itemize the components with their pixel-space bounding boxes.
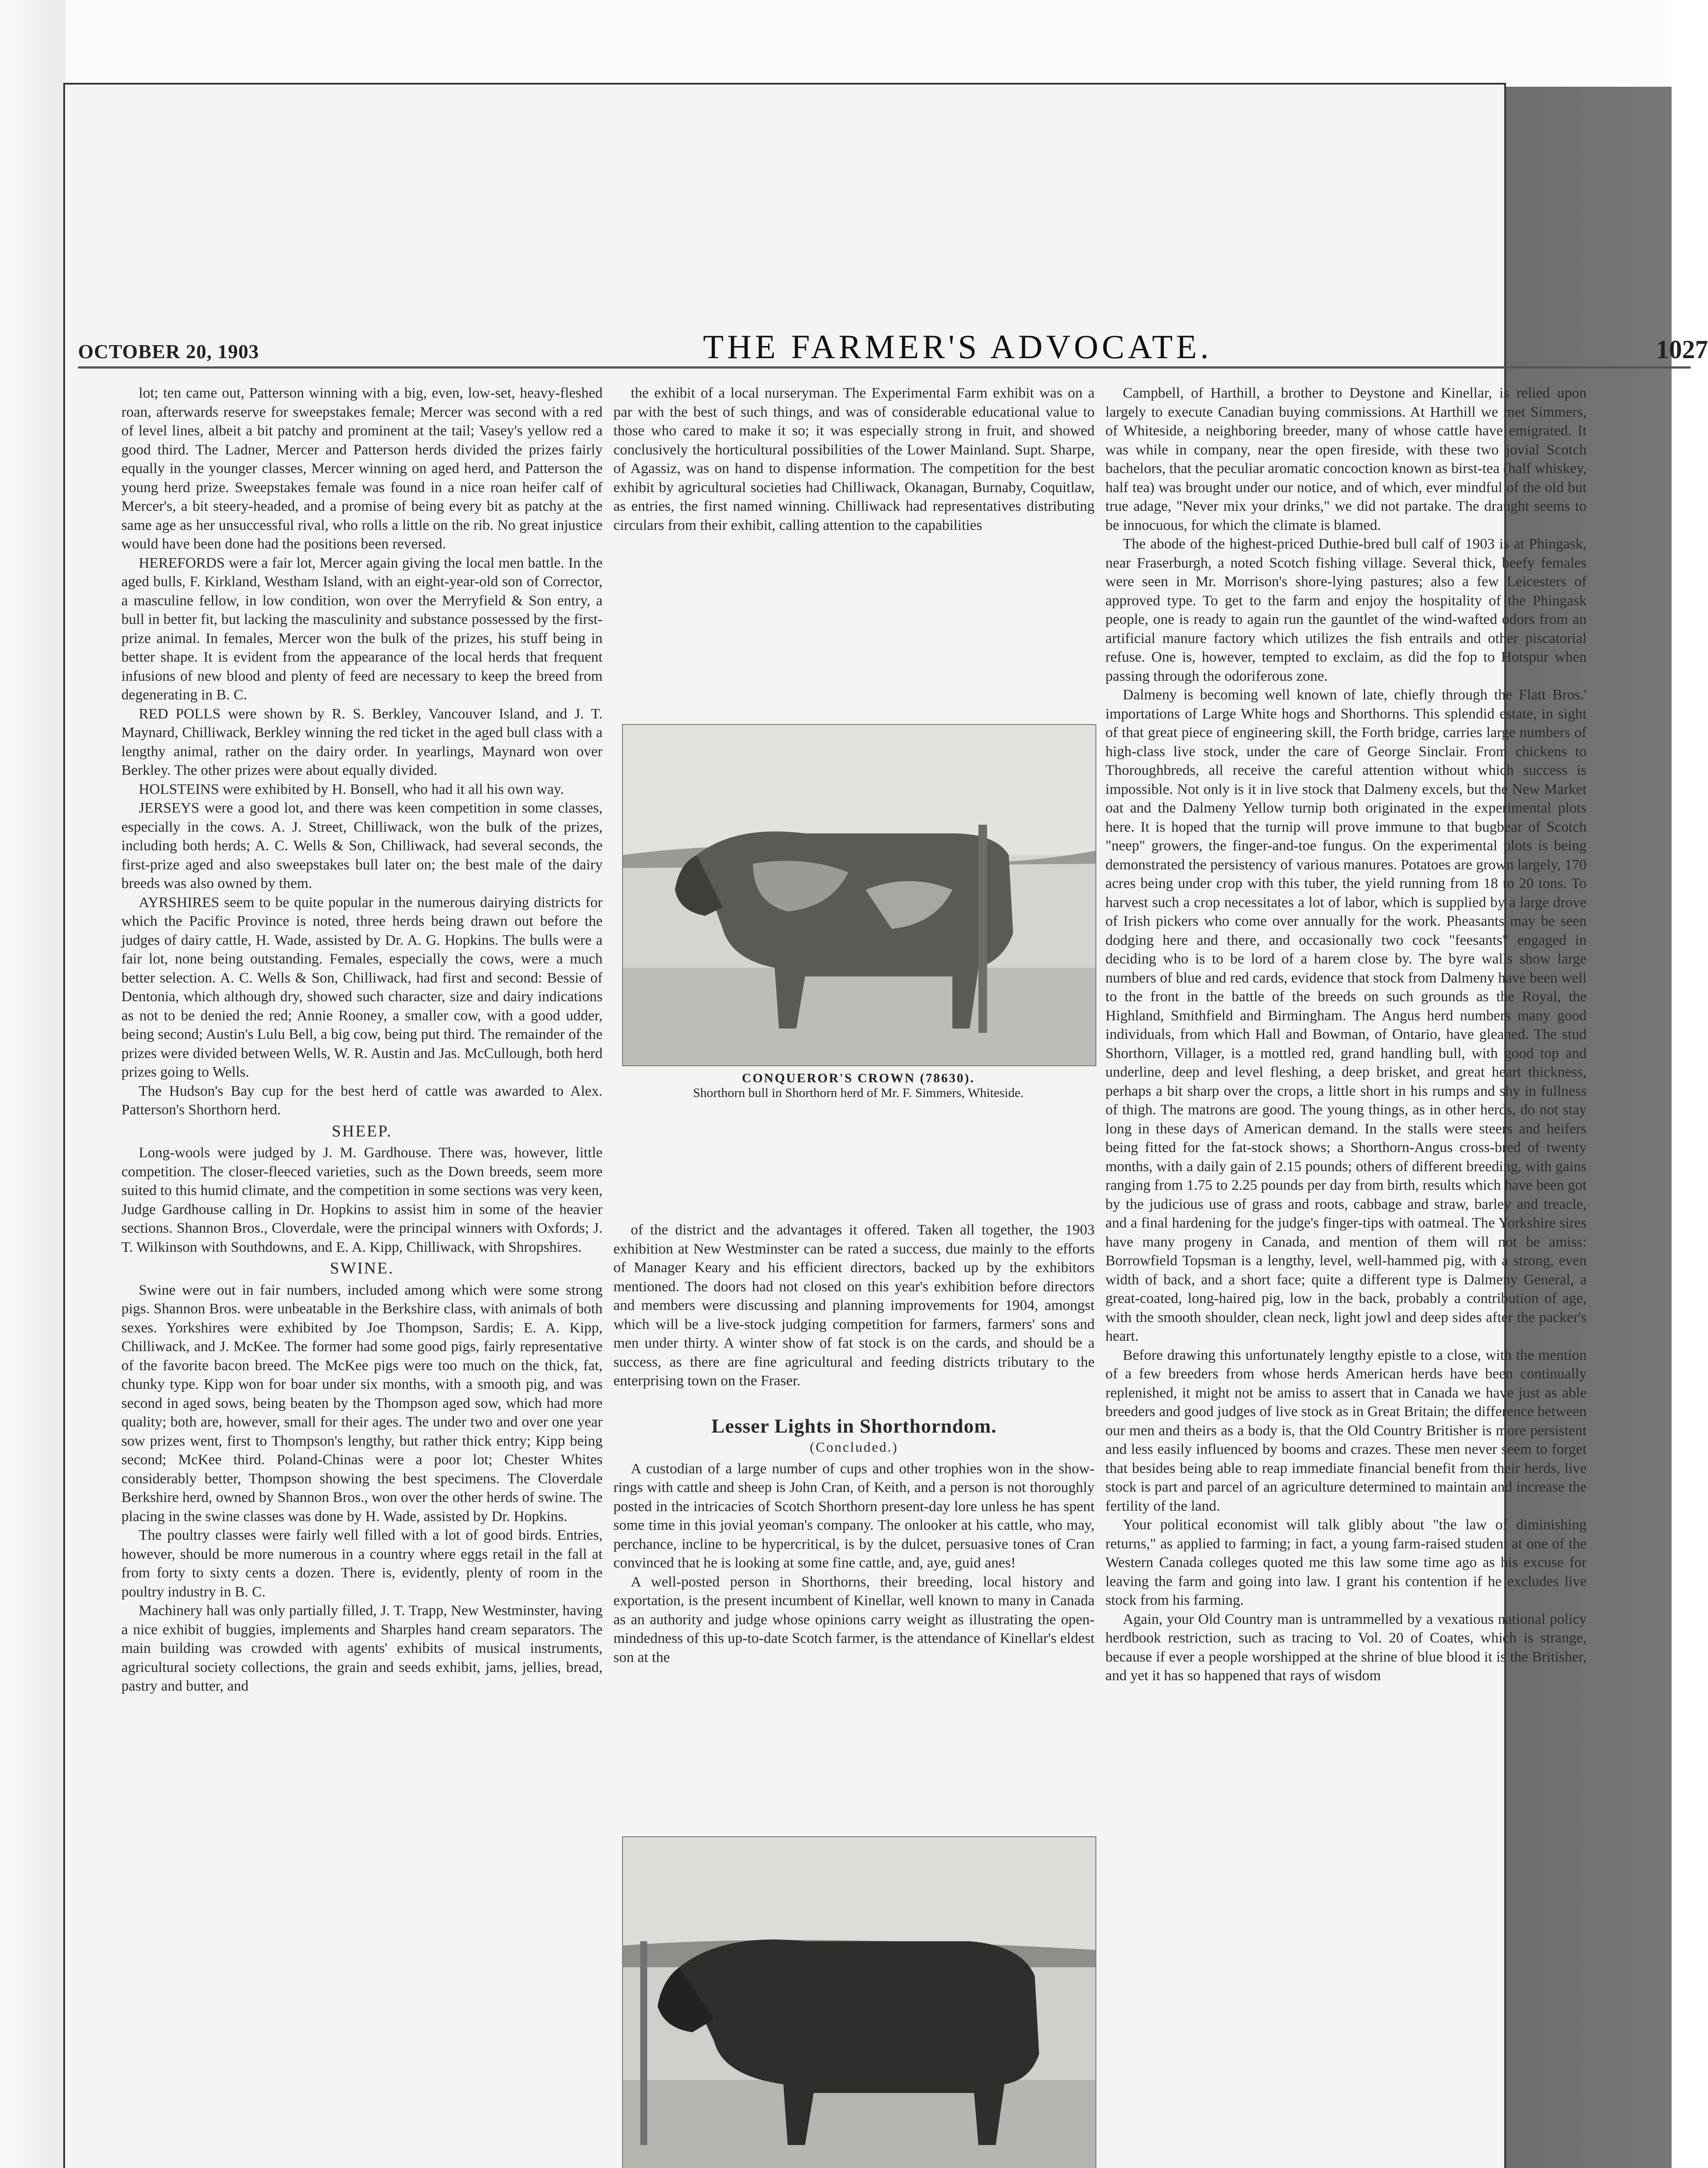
article-title: Lesser Lights in Shorthorndom.	[711, 1414, 997, 1437]
paragraph: Machinery hall was only partially filled, J. T. Trapp, New Westminster, having a nice exhibit of buggies, implements and Sharples hand cream separators. The main building was crowded with agents' exhibits of musical instruments, agricultural society collections, the grain and seeds exhibit, jams, jellies, bread, pastry and butter, and	[121, 1603, 603, 1694]
scan-top-margin	[0, 0, 1672, 87]
article-subtitle: (Concluded.)	[810, 1439, 898, 1455]
paragraph: lot; ten came out, Patterson winning with a big, even, low-set, heavy-fleshed roan, afterwards reserve for sweepstakes female; Mercer was second with a red of level lines, albeit a bit patchy and prominent at the tail; Vasey's yellow red a good third. The Ladner, Mercer and Patterson herds divided the prizes fairly equally in the younger classes, Mercer winning on aged herd, and Patterson the young herd prize. Sweepstakes female was found in a nice roan heifer calf of Mercer's, a bit steery-headed, and a promise of being every bit as patchy at the same age as her unsuccessful rival, who rolls a little on the rib. No great injustice would have been done had the positions been reversed.	[121, 385, 603, 552]
paragraph: Swine were out in fair numbers, included among which were some strong pigs. Shannon Bros. were unbeatable in the Berkshire class, with animals of both sexes. Yorkshires were exhibited by Joe Thompson, Sardis; E. A. Kipp, Chilliwack, and J. McKee. The former had some good pigs, fairly representative of the favorite bacon breed. The McKee pigs were too much on the thick, fat, chunky type. Kipp won for boar under six months, with a smooth pig, and was second in aged sows, being beaten by the Thompson aged sow, which had more quality; both are, however, small for their ages. The under two and over one year sow prizes went, first to Thompson's lengthy, but rather thick entry; Kipp being second; McKee third. Poland-Chinas were a poor lot; Chester Whites considerably better, Thompson showing the best specimens. The Cloverdale Berkshire herd, owned by Shannon Bros., won over the other herds of swine. The placing in the swine classes was done by H. Wade, assisted by Dr. Hopkins.	[121, 1282, 603, 1525]
paragraph: The abode of the highest-priced Duthie-bred bull calf of 1903 is at Phingask, near Fraserburgh, a noted Scotch fishing village. Several thick, beefy females were seen in Mr. Morrison's shore-lying pastures; also a few Leicesters of approved type. To get to the farm and enjoy the hospitality of the Phingask people, one is ready to again run the gauntlet of the wind-wafted odors from an artificial manure factory which utilizes the fish entrails and other piscatorial refuse. One is, however, tempted to exclaim, as did the fop to Hotspur when passing through the odoriferous zone.	[1105, 536, 1587, 684]
paragraph: HEREFORDS were a fair lot, Mercer again giving the local men battle. In the aged bulls, F. Kirkland, Westham Island, with an eight-year-old son of Corrector, a masculine fellow, in low condition, won over the Merryfield & Son entry, a bull in better fit, but lacking the masculinity and substance possessed by the first-prize animal. In females, Mercer won the bulk of the prizes, his stuff being in better shape. It is evident from the appearance of the local herds that frequent infusions of new blood and plenty of feed are necessary to keep the breed from degenerating in B. C.	[121, 555, 603, 703]
paragraph: Long-wools were judged by J. M. Gardhouse. There was, however, little competition. The closer-fleeced varieties, such as the Down breeds, seem more suited to this humid climate, and the competition in some sections was very keen, Judge Gardhouse calling in Dr. Hopkins to assist him in some of the heavier sections. Shannon Bros., Cloverdale, were the principal winners with Oxfords; J. T. Wilkinson with Southdowns, and E. A. Kipp, Chilliwack, with Shropshires.	[121, 1145, 603, 1255]
column-2-top	[613, 384, 1095, 718]
paragraph: the exhibit of a local nurseryman. The Experimental Farm exhibit was on a par with the best of such things, and was of considerable educational value to those who cared to make it so; it was especially strong in fruit, and showed conclusively the horticultural possibilities of the Lower Mainland. Supt. Sharpe, of Agassiz, was on hand to dispense information. The competition for the best exhibit by agricultural societies had Chilliwack, Okanagan, Burnaby, Coquitlaw, as entries, the first named winning. Chilliwack had representatives distributing circulars from their exhibit, calling attention to the capabilities	[613, 385, 1095, 533]
figure-1-caption	[613, 1071, 1103, 1100]
paragraph: A well-posted person in Shorthorns, their breeding, local history and exportation, is the present incumbent of Kinellar, well known to many in Canada as an authority and judge whose opinions carry weight as illustrating the open-mindedness of this up-to-date Scotch farmer, is the attendance of Kinellar's eldest son at the	[613, 1574, 1095, 1665]
column-1	[121, 384, 603, 2168]
bull-photo-count-nicholas	[622, 1836, 1096, 2168]
newspaper-page	[65, 85, 1708, 2168]
column-3	[1105, 384, 1587, 2168]
header-title: THE FARMER'S ADVOCATE.	[703, 328, 1213, 366]
paragraph: Before drawing this unfortunately lengthy epistle to a close, with the mention of a few breeders from whose herds American herds have been continually replenished, it might not be amiss to assert that in Canada we have just as able breeders and good judges of live stock as in Great Britain; the difference between our men and theirs as a body is, that the Old Country Britisher is more persistent and less easily influenced by booms and crazes. These men never seem to forget that besides being able to reap immediate financial benefit from their herds, live stock is part and parcel of an agriculture determined to maintain and increase the fertility of the land.	[1105, 1347, 1587, 1514]
paragraph: Campbell, of Harthill, a brother to Deystone and Kinellar, is relied upon largely to execute Canadian buying commissions. At Harthill we met Simmers, of Whiteside, a neighboring breeder, many of whose cattle have emigrated. It was while in company, near the open fireside, with these two jovial Scotch bachelors, that the peculiar aromatic concoction known as birst-tea (half whiskey, half tea) was brought under our notice, and of which, ever mindful of the old but true adage, "Never mix your drinks," we did not partake. The draught seems to be innocuous, for which the climate is blamed.	[1105, 385, 1587, 533]
figure-1-subtitle: Shorthorn bull in Shorthorn herd of Mr. F. Simmers, Whiteside.	[693, 1086, 1024, 1100]
page-header	[78, 327, 1708, 366]
paragraph: The poultry classes were fairly well filled with a lot of good birds. Entries, however, should be more numerous in a country where eggs retail in the fall at from forty to sixty cents a dozen. There is, evidently, plenty of room in the poultry industry in B. C.	[121, 1527, 603, 1600]
paragraph: Your political economist will talk glibly about "the law of diminishing returns," as applied to farming; in fact, a young farm-raised student at one of the Western Canada colleges quoted me this law some time ago as his excuse for leaving the farm and going into law. I grant his contention if he excludes live stock from his farming.	[1105, 1517, 1587, 1608]
scan-left-margin	[0, 0, 65, 2168]
paragraph: Dalmeny is becoming well known of late, chiefly through the Flatt Bros.' importations of Large White hogs and Shorthorns. This splendid estate, in sight of that great piece of engineering skill, the Forth bridge, carries large numbers of high-class live stock, under the care of George Sinclair. From chickens to Thoroughbreds, all receive the careful attention without which success is impossible. Not only is it in live stock that Dalmeny excels, but the New Market oat and the Dalmeny Yellow turnip both originated in the experimental plots here. It is hoped that the turnip will prove immune to that bugbear of Scotch "neep" growers, the finger-and-toe fungus. On the experimental plots is being demonstrated the persistency of various manures. Potatoes are grown largely, 170 acres being under crop with this tuber, the yield running from 18 to 20 tons. To harvest such a crop necessitates a lot of labor, which is supplied by a large drove of Irish pickers who come over annually for the work. Pheasants may be seen dodging here and there, and occasionally two cock "feesants" engaged in deciding who is to be lord of a harem close by. The byre walls show large numbers of blue and red cards, evidence that stock from Dalmeny have been well to the front in the battle of the breeds on such grounds as the Royal, the Highland, Smithfield and Birmingham. The Angus herd numbers many good individuals, from which Hall and Bowman, of Ontario, have gleaned. The stud Shorthorn, Villager, is a mottled red, grand handling bull, with good top and underline, deep and level fleshing, a deep brisket, and great heart thickness, perhaps a bit sharp over the crops, a little short in his rumps and shy in fullness of thigh. The matrons are good. The young things, as in other herds, do not stay long in these days of American demand. In the stalls were steers and heifers being fitted for the fat-stock shows; a Shorthorn-Angus cross-bred of twenty months, with a daily gain of 2.15 pounds; others of different breeding, with gains ranging from 1.75 to 2.25 pounds per day from birth, results which have been got by the judicious use of grass and roots, cabbage and straw, barley and treacle, and a final hardening for the judge's finger-tips with oatmeal. The Yorkshire sires have many progeny in Canada, and mention of them will not be amiss: Borrowfield Topsman is a lengthy, level, well-hammed pig, with a strong, even width of back, and a short face; quite a different type is Dalmeny General, a great-coated, long-haired pig, low in the back, probably a contribution of age, with the smooth shoulder, clean neck, light jowl and deep sides after the packer's heart.	[1105, 687, 1587, 1344]
figure-1-title: CONQUEROR'S CROWN (78630).	[742, 1071, 975, 1085]
bull-photo-conquerors-crown	[622, 724, 1096, 1066]
paragraph: AYRSHIRES seem to be quite popular in the numerous dairying districts for which the Pacific Province is noted, three herds being drawn out before the judges of dairy cattle, H. Wade, assisted by Dr. A. G. Hopkins. The bulls were a fair lot, none being outstanding. Females, especially the cows, were a much better selection. A. C. Wells & Son, Chilliwack, had first and second: Bessie of Dentonia, which although dry, showed such character, size and dairy indications as not to be denied the red; Annie Rooney, a smaller cow, with a good udder, being second; Austin's Lulu Bell, a big cow, being put third. The remainder of the prizes were divided between Wells, W. R. Austin and Jas. McCullough, both herd prizes going to Wells.	[121, 894, 603, 1080]
section-heading-sheep: SHEEP.	[332, 1122, 392, 1140]
paragraph: of the district and the advantages it offered. Taken all together, the 1903 exhibition at New Westminster can be rated a success, due mainly to the efforts of Manager Keary and his efficient directors, backed up by the exhibitors mentioned. The doors had not closed on this year's exhibition before directors and members were discussing and planning improvements for 1904, amongst which will be a live-stock judging competition for farmers, farmers' sons and men under thirty. A winter show of fat stock is on the cards, and should be a success, as there are fine agricultural and feeding districts tributary to the enterprising town on the Fraser.	[613, 1222, 1095, 1389]
header-date: OCTOBER 20, 1903	[78, 340, 259, 362]
paragraph: The Hudson's Bay cup for the best herd of cattle was awarded to Alex. Patterson's Shorthorn herd.	[121, 1083, 603, 1118]
section-heading-swine: SWINE.	[330, 1259, 394, 1277]
paragraph: Again, your Old Country man is untrammelled by a vexatious national policy herdbook restriction, such as tracing to Vol. 20 of Coates, which is strange, because if ever a people worshipped at the shrine of blue blood it is the Britisher, and yet it has so happened that rays of wisdom	[1105, 1611, 1587, 1684]
paragraph: HOLSTEINS were exhibited by H. Bonsell, who had it all his own way.	[139, 781, 564, 797]
paragraph: JERSEYS were a good lot, and there was keen competition in some classes, especially in the cows. A. J. Street, Chilliwack, won the bulk of the prizes, including both herds; A. C. Wells & Son, Chilliwack, had several seconds, the first-prize aged and also sweepstakes bull later on; the best male of the dairy breeds was also owned by them.	[121, 800, 603, 891]
header-rule	[78, 366, 1691, 369]
header-page-number: 1027	[1656, 335, 1708, 364]
paragraph: A custodian of a large number of cups and other trophies won in the show-rings with cattle and sheep is John Cran, of Keith, and a person is not thoroughly posted in the intricacies of Scotch Shorthorn present-day lore unless he has spent some time in this jovial yeoman's company. The onlooker at his cattle, who may, perchance, incline to be hypercritical, is by the dulcet, persuasive tones of Cran convinced that he is looking at some fine cattle, and, aye, guid anes!	[613, 1460, 1095, 1571]
paragraph: RED POLLS were shown by R. S. Berkley, Vancouver Island, and J. T. Maynard, Chilliwack, Berkley winning the red ticket in the aged bull class with a lengthy animal, rather on the dairy order. In yearlings, Maynard won over Berkley. The other prizes were about equally divided.	[121, 705, 603, 778]
